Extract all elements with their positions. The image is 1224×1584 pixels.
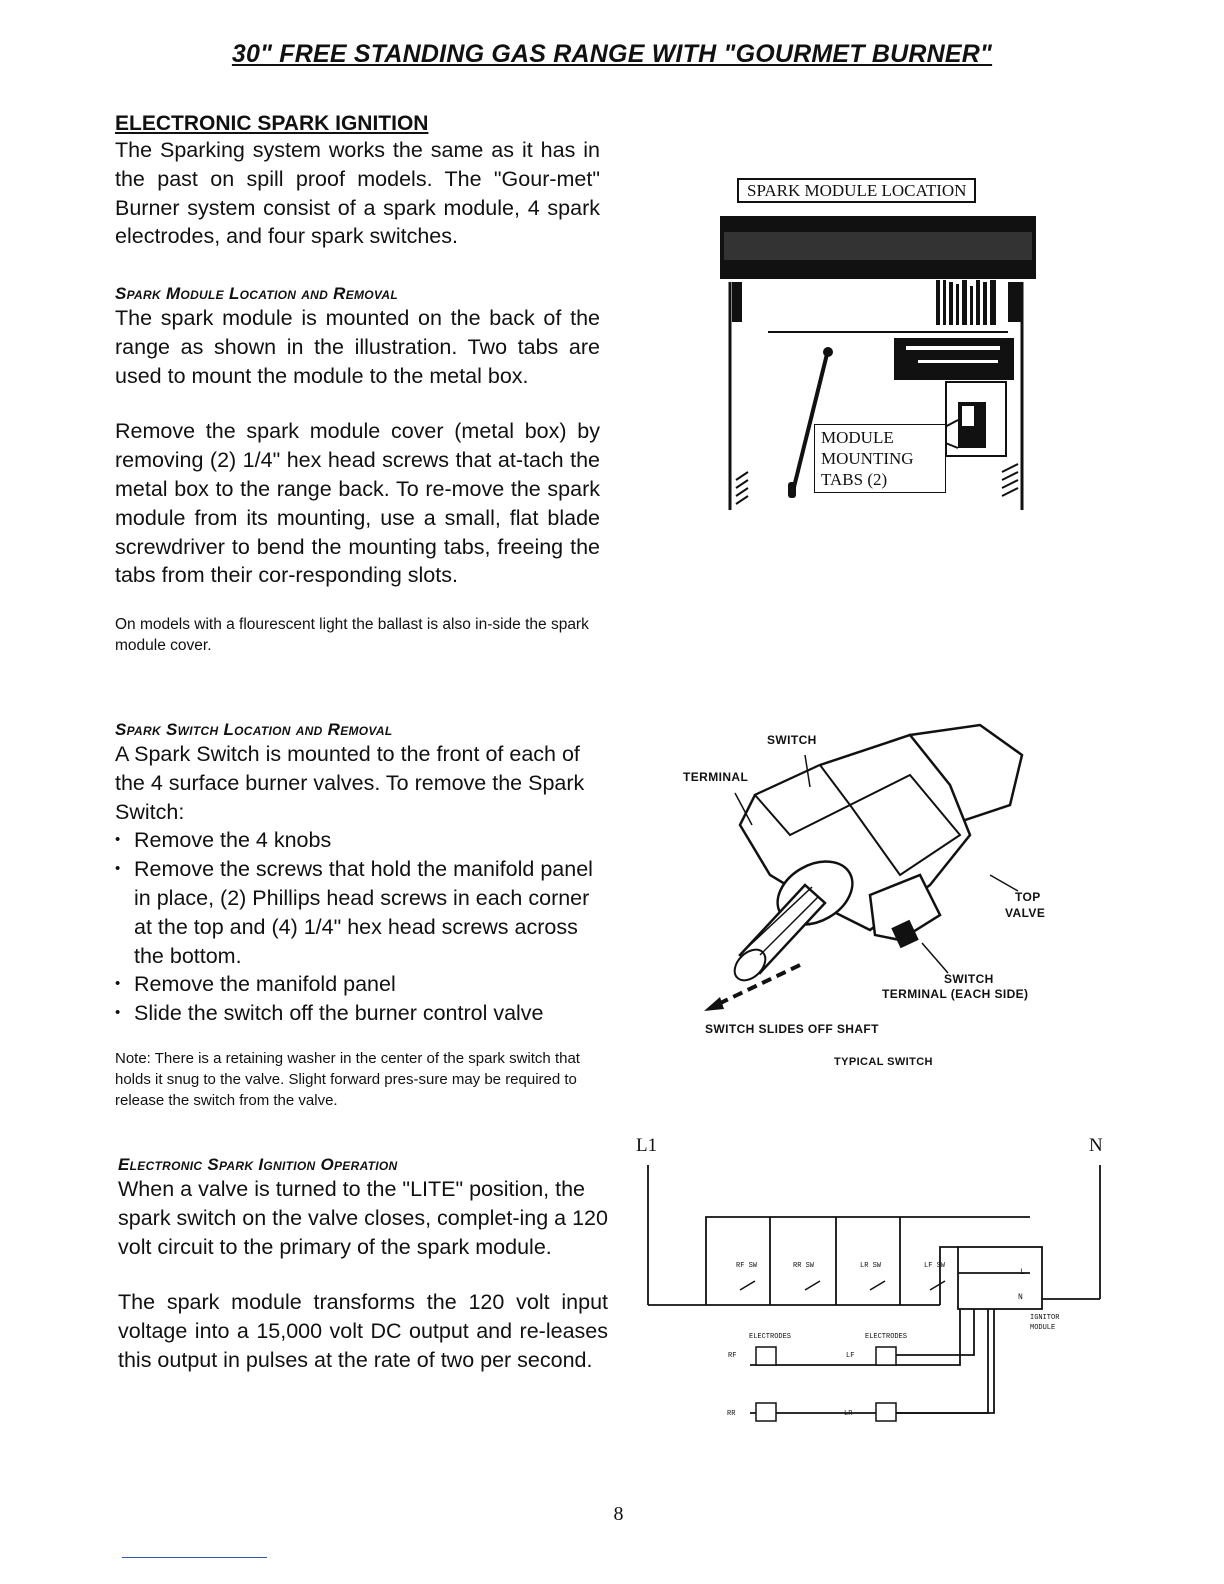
electrodes-label-right: ELECTRODES <box>865 1333 908 1341</box>
list-item: • Remove the manifold panel <box>115 970 605 999</box>
terminal-label: TERMINAL <box>683 770 749 784</box>
switch-slides-label: SWITCH SLIDES OFF SHAFT <box>705 1022 879 1036</box>
electrodes-label-left: ELECTRODES <box>749 1333 792 1341</box>
section-ignition-operation <box>118 1155 608 1375</box>
n-label: N <box>1089 1135 1103 1156</box>
wiring-diagram <box>640 1165 1110 1430</box>
typical-switch-figure <box>700 715 1040 1015</box>
list-item: • Remove the 4 knobs <box>115 826 605 855</box>
switch-steps-list <box>115 826 605 1028</box>
operation-paragraph-1: When a valve is turned to the "LITE" position, the spark switch on the valve closes, complet-ing a 120 volt circuit to the primary of the spark module. <box>118 1177 608 1259</box>
operation-subheading: Electronic Spark Ignition Operation <box>118 1155 398 1174</box>
list-item: • Remove the screws that hold the manifold panel in place, (2) Phillips head screws in each corner at the top and (4) 1/4" hex head screws across the bottom. <box>115 855 605 970</box>
callout-line: MOUNTING <box>821 449 914 468</box>
footer-rule <box>122 1557 267 1558</box>
module-label: MODULE <box>1030 1324 1056 1332</box>
top-label: TOP <box>1015 890 1041 904</box>
switch-label: SWITCH <box>767 733 817 747</box>
section-heading: ELECTRONIC SPARK IGNITION <box>115 112 429 135</box>
module-note: On models with a flourescent light the ballast is also in-side the spark module cover. <box>115 616 589 655</box>
switch-terminal-label-1: SWITCH <box>944 972 994 986</box>
page-title: 30" FREE STANDING GAS RANGE WITH "GOURMET BURNER" <box>231 40 993 68</box>
section-electronic-spark-ignition <box>115 112 600 251</box>
typical-switch-caption: TYPICAL SWITCH <box>834 1056 933 1068</box>
ignition-paragraph: The Sparking system works the same as it has in the past on spill proof models. The "Gour-met" Burner system consist of a spark module, 4 spark electrodes, and four spark switches. <box>115 138 600 249</box>
electrode-tag-rf: RF <box>728 1352 737 1360</box>
callout-line: MODULE <box>821 428 894 447</box>
list-item: • Slide the switch off the burner control valve <box>115 999 605 1028</box>
module-mounting-tabs-callout <box>814 424 946 493</box>
module-terminal-l: L <box>1020 1268 1025 1277</box>
module-terminal-n: N <box>1018 1293 1023 1302</box>
section-switch-removal <box>115 720 605 1111</box>
switch-terminal-label-2: TERMINAL (EACH SIDE) <box>882 987 1029 1001</box>
lf-sw-label: LF SW <box>924 1262 946 1270</box>
switch-note: Note: There is a retaining washer in the center of the spark switch that holds it snug to the valve. Slight forward pres-sure may be required to release the switch from the valve. <box>115 1049 580 1109</box>
switch-subheading: Spark Switch Location and Removal <box>115 720 393 739</box>
page-number: 8 <box>613 1503 624 1525</box>
section-module-removal <box>115 284 600 656</box>
callout-line: TABS (2) <box>821 470 888 489</box>
lr-sw-label: LR SW <box>860 1262 882 1270</box>
module-paragraph-1: The spark module is mounted on the back of the range as shown in the illustration. Two tabs are used to mount the module to the metal box. <box>115 306 600 388</box>
electrode-tag-rr: RR <box>727 1410 736 1418</box>
rf-sw-label: RF SW <box>736 1262 758 1270</box>
rr-sw-label: RR SW <box>793 1262 815 1270</box>
module-paragraph-2: Remove the spark module cover (metal box) by removing (2) 1/4" hex head screws that at-tach the metal box to the range back. To re-move the spark module from its mounting, use a small, flat blade screwdriver to bend the mounting tabs, freeing the tabs from their cor-responding slots. <box>115 419 600 588</box>
module-subheading: Spark Module Location and Removal <box>115 284 398 303</box>
valve-label: VALVE <box>1005 906 1046 920</box>
electrode-tag-lr: LR <box>844 1410 853 1418</box>
electrode-tag-lf: LF <box>846 1352 855 1360</box>
ignitor-label: IGNITOR <box>1030 1314 1060 1322</box>
operation-paragraph-2: The spark module transforms the 120 volt input voltage into a 15,000 volt DC output and re-leases this output in pulses at the rate of two per second. <box>118 1290 608 1372</box>
l1-label: L1 <box>636 1135 658 1156</box>
switch-intro: A Spark Switch is mounted to the front of each of the 4 surface burner valves. To remove the Spark Switch: <box>115 742 585 824</box>
spark-module-location-label: SPARK MODULE LOCATION <box>737 178 976 203</box>
